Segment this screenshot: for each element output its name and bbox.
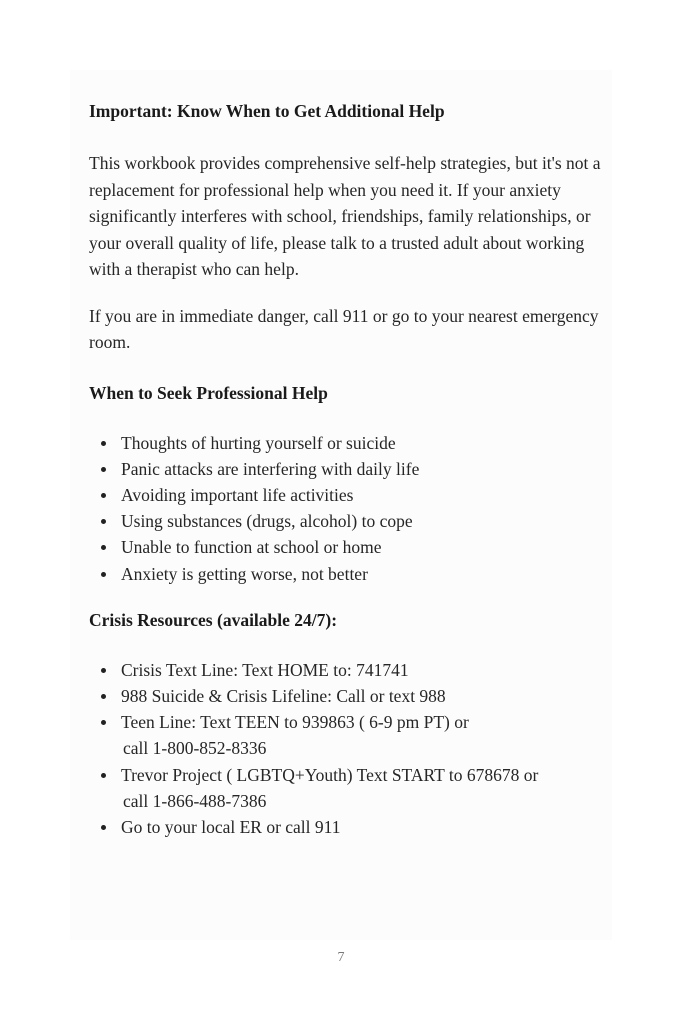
list-item-line: 988 Suicide & Crisis Lifeline: Call or text 988 <box>121 685 446 706</box>
crisis-resources-heading: Crisis Resources (available 24/7): <box>89 609 338 630</box>
list-item: Unable to function at school or home <box>89 534 609 560</box>
when-to-seek-help-list <box>89 430 609 587</box>
list-item: Panic attacks are interfering with daily life <box>89 456 609 482</box>
list-item <box>89 657 609 683</box>
when-to-seek-help-heading: When to Seek Professional Help <box>89 382 328 403</box>
list-item: Avoiding important life activities <box>89 482 609 508</box>
list-item-line: Crisis Text Line: Text HOME to: 741741 <box>121 659 409 680</box>
danger-paragraph: If you are in immediate danger, call 911 or go to your nearest emergency room. <box>89 305 599 352</box>
page-content <box>89 96 609 840</box>
important-heading: Important: Know When to Get Additional Help <box>89 101 445 121</box>
list-item: Thoughts of hurting yourself or suicide <box>89 430 609 456</box>
page-number: 7 <box>337 950 345 965</box>
list-item <box>89 762 609 814</box>
list-item <box>89 683 609 709</box>
list-item <box>89 814 609 840</box>
list-item <box>89 709 609 761</box>
list-item-continuation: call 1-800-852-8336 <box>123 738 267 759</box>
list-item: Using substances (drugs, alcohol) to cope <box>89 508 609 534</box>
list-item-continuation: call 1-866-488-7386 <box>123 790 267 811</box>
list-item: Anxiety is getting worse, not better <box>89 561 609 587</box>
intro-paragraph: This workbook provides comprehensive self-help strategies, but it's not a replacement for professional help when you need it. If your anxiety significantly interferes with school, friendships, family relationships, or your overall quality of life, please talk to a trusted adult about working with a therapist who can help. <box>89 153 601 279</box>
list-item-line: Teen Line: Text TEEN to 939863 ( 6-9 pm PT) or <box>121 712 469 733</box>
list-item-line: Go to your local ER or call 911 <box>121 816 341 837</box>
crisis-resources-list <box>89 657 609 840</box>
list-item-line: Trevor Project ( LGBTQ+Youth) Text START to 678678 or <box>121 764 539 785</box>
